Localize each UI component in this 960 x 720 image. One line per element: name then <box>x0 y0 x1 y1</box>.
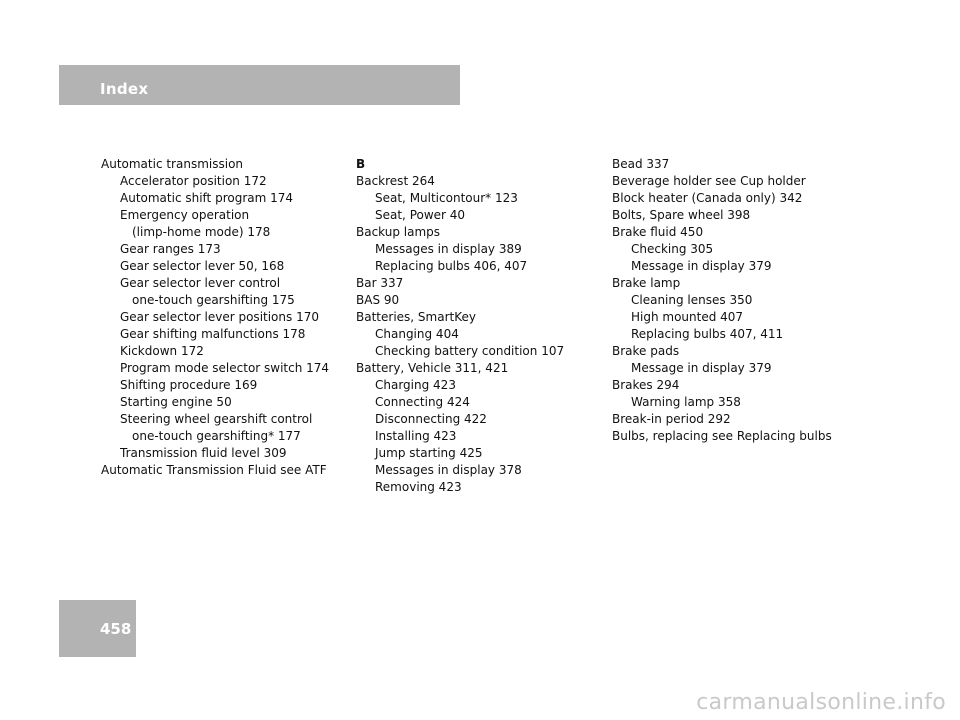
index-entry: Backrest 264 <box>356 174 435 188</box>
index-entry: Gear selector lever positions 170 <box>120 310 319 324</box>
index-entry: Bolts, Spare wheel 398 <box>612 208 751 222</box>
index-entry: Brake pads <box>612 344 680 358</box>
index-entry: Messages in display 389 <box>375 242 522 256</box>
page-number: 458 <box>100 620 132 638</box>
index-entry: Seat, Multicontour* 123 <box>375 191 518 205</box>
index-entry: (limp-home mode) 178 <box>132 225 271 239</box>
index-entry: Checking 305 <box>631 242 714 256</box>
index-entry: Gear selector lever control <box>120 276 281 290</box>
index-entry: Seat, Power 40 <box>375 208 466 222</box>
index-entry: Backup lamps <box>356 225 441 239</box>
index-entry: Kickdown 172 <box>120 344 204 358</box>
index-entry: BAS 90 <box>356 293 400 307</box>
index-entry: Gear selector lever 50, 168 <box>120 259 285 273</box>
index-entry: Charging 423 <box>375 378 456 392</box>
index-entry: Automatic transmission <box>101 157 244 171</box>
index-entry: Connecting 424 <box>375 395 470 409</box>
index-entry: Automatic Transmission Fluid see ATF <box>101 463 327 477</box>
index-entry: Changing 404 <box>375 327 459 341</box>
index-entry: Jump starting 425 <box>375 446 483 460</box>
index-entry: Warning lamp 358 <box>631 395 741 409</box>
index-entry: Beverage holder see Cup holder <box>612 174 806 188</box>
index-entry: Break-in period 292 <box>612 412 731 426</box>
index-column-2 <box>356 156 564 496</box>
index-entry: High mounted 407 <box>631 310 744 324</box>
index-entry: Bead 337 <box>612 157 670 171</box>
index-entry: Checking battery condition 107 <box>375 344 565 358</box>
index-entry: Removing 423 <box>375 480 462 494</box>
index-entry: Brake fluid 450 <box>612 225 704 239</box>
index-column-3 <box>612 156 832 445</box>
index-entry: one-touch gearshifting* 177 <box>132 429 301 443</box>
index-entry: Disconnecting 422 <box>375 412 487 426</box>
index-entry: Replacing bulbs 407, 411 <box>631 327 784 341</box>
index-column-1 <box>101 156 329 479</box>
index-entry: Message in display 379 <box>631 259 772 273</box>
index-entry: Gear ranges 173 <box>120 242 221 256</box>
index-entry: Messages in display 378 <box>375 463 522 477</box>
index-entry: Brakes 294 <box>612 378 680 392</box>
index-entry: Transmission fluid level 309 <box>120 446 287 460</box>
index-entry: Program mode selector switch 174 <box>120 361 330 375</box>
index-entry: Replacing bulbs 406, 407 <box>375 259 528 273</box>
index-entry: Installing 423 <box>375 429 457 443</box>
index-entry: Bulbs, replacing see Replacing bulbs <box>612 429 832 443</box>
page-title: Index <box>100 80 149 98</box>
index-entry: Batteries, SmartKey <box>356 310 476 324</box>
index-entry: Steering wheel gearshift control <box>120 412 313 426</box>
section-letter: B <box>356 157 366 171</box>
index-entry: Cleaning lenses 350 <box>631 293 753 307</box>
index-entry: Bar 337 <box>356 276 404 290</box>
index-entry: one-touch gearshifting 175 <box>132 293 295 307</box>
index-entry: Starting engine 50 <box>120 395 232 409</box>
index-entry: Gear shifting malfunctions 178 <box>120 327 306 341</box>
index-entry: Accelerator position 172 <box>120 174 267 188</box>
watermark: carmanualsonline.info <box>696 690 946 715</box>
index-entry: Message in display 379 <box>631 361 772 375</box>
index-entry: Automatic shift program 174 <box>120 191 294 205</box>
index-entry: Brake lamp <box>612 276 681 290</box>
index-entry: Emergency operation <box>120 208 250 222</box>
index-entry: Battery, Vehicle 311, 421 <box>356 361 509 375</box>
index-entry: Block heater (Canada only) 342 <box>612 191 803 205</box>
index-entry: Shifting procedure 169 <box>120 378 258 392</box>
